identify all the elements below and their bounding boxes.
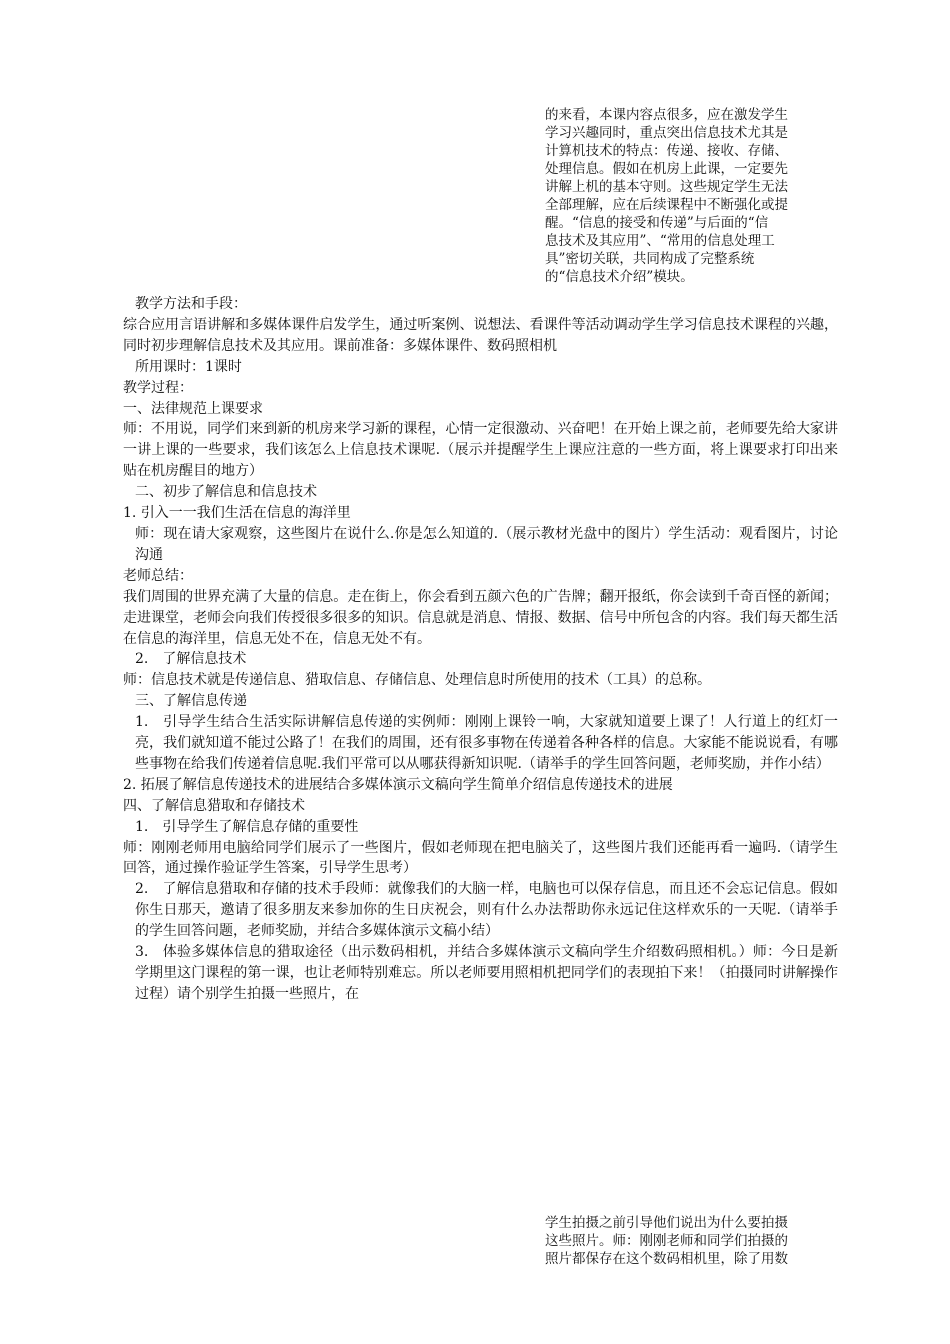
column-line: 全部理解，应在后续课程中不断强化或提 <box>545 197 788 213</box>
column-line: 学生拍摄之前引导他们说出为什么要拍摄 <box>545 1215 788 1231</box>
column-line: 息技术及其应用”、“常用的信息处理工 <box>545 233 775 249</box>
paragraph: 综合应用言语讲解和多媒体课件启发学生，通过听案例、说想法、看课件等活动调动学生学习信息技术课程的兴趣，同时初步理解信息技术及其应用。课前准备：多媒体课件、数码照相机 <box>123 316 838 354</box>
column-line: 讲解上机的基本守则。这些规定学生无法 <box>545 179 788 195</box>
column-line: 计算机技术的特点：传递、接收、存储、 <box>545 143 788 159</box>
section-heading: 二、初步了解信息和信息技术 <box>135 484 317 501</box>
paragraph: 我们周围的世界充满了大量的信息。走在街上，你会看到五颜六色的广告牌；翻开报纸，你会读到千奇百怪的新闻；走进课堂，老师会向我们传授很多很多的知识。信息就是消息、情报、数据、信号中所包含的内容。我们每天都生活在信息的海洋里，信息无处不在，信息无处不有。 <box>123 588 838 647</box>
paragraph: 1. 引入一一我们生活在信息的海洋里 <box>123 505 351 522</box>
main-text <box>123 294 838 1005</box>
column-line: 这些照片。师：刚刚老师和同学们拍摄的 <box>545 1233 788 1249</box>
section-heading: 教学方法和手段： <box>135 296 247 312</box>
paragraph: 3. 体验多媒体信息的猎取途径（出示数码相机，并结合多媒体演示文稿向学生介绍数码照相机。）师：今日是新学期里这门课程的第一课，也让老师特别难忘。所以老师要用照相机把同学们的表现拍下来！（拍摄同时讲解操作过程）请个别学生拍摄一些照片，在 <box>135 944 838 1002</box>
bottom-right-column <box>545 1214 840 1268</box>
column-line: 具”密切关联，共同构成了完整系统 <box>545 251 755 267</box>
section-heading: 一、法律规范上课要求 <box>123 400 263 417</box>
section-heading: 四、了解信息猎取和存储技术 <box>123 797 305 814</box>
column-line: 处理信息。假如在机房上此课，一定要先 <box>545 161 788 177</box>
paragraph: 师：刚刚老师用电脑给同学们展示了一些图片，假如老师现在把电脑关了，这些图片我们还能再看一遍吗.（请学生回答，通过操作验证学生答案，引导学生思考） <box>123 839 838 877</box>
top-right-column <box>545 106 840 286</box>
column-line: 的来看，本课内容点很多，应在激发学生 <box>545 107 788 123</box>
paragraph: 师：不用说，同学们来到新的机房来学习新的课程，心情一定很激动、兴奋吧！在开始上课之前，老师要先给大家讲一讲上课的一些要求，我们该怎么上信息技术课呢.（展示并提醒学生上课应注意的一些方面，将上课要求打印出来贴在机房醒目的地方） <box>123 421 838 480</box>
column-line: 照片都保存在这个数码相机里，除了用数 <box>545 1251 788 1267</box>
paragraph: 老师总结： <box>123 567 193 584</box>
paragraph: 2. 了解信息技术 <box>135 651 247 668</box>
column-line: 学习兴趣同时，重点突出信息技术尤其是 <box>545 125 788 141</box>
paragraph: 2. 拓展了解信息传递技术的进展结合多媒体演示文稿向学生简单介绍信息传递技术的进展 <box>123 776 673 793</box>
column-line: 的“信息技术介绍”模块。 <box>545 269 694 285</box>
paragraph: 师：信息技术就是传递信息、猎取信息、存储信息、处理信息时所使用的技术（工具）的总称。 <box>123 672 711 689</box>
column-line: 醒。“信息的接受和传递”与后面的“信 <box>545 215 769 231</box>
section-heading: 教学过程： <box>123 379 193 396</box>
paragraph: 所用课时：1课时 <box>135 358 242 375</box>
paragraph: 2. 了解信息猎取和存储的技术手段师：就像我们的大脑一样，电脑也可以保存信息，而且还不会忘记信息。假如你生日那天，邀请了很多朋友来参加你的生日庆祝会，则有什么办法帮助你永远记住这样欢乐的一天呢.（请举手的学生回答问题，老师奖励，并结合多媒体演示文稿小结） <box>135 881 838 940</box>
section-heading: 三、了解信息传递 <box>135 693 247 710</box>
paragraph: 1. 引导学生结合生活实际讲解信息传递的实例师：刚刚上课铃一响，大家就知道要上课了！人行道上的红灯一亮，我们就知道不能过公路了！在我们的周围，还有很多事物在传递着各种各样的信息。大家能不能说说看，有哪些事物在给我们传递着信息呢.我们平常可以从哪获得新知识呢.（请举手的学生回答问题，老师奖励，并作小结） <box>135 714 838 772</box>
paragraph: 1. 引导学生了解信息存储的重要性 <box>135 818 359 835</box>
paragraph: 师：现在请大家观察，这些图片在说什么.你是怎么知道的.（展示教材光盘中的图片）学生活动：观看图片，讨论沟通 <box>135 525 838 563</box>
